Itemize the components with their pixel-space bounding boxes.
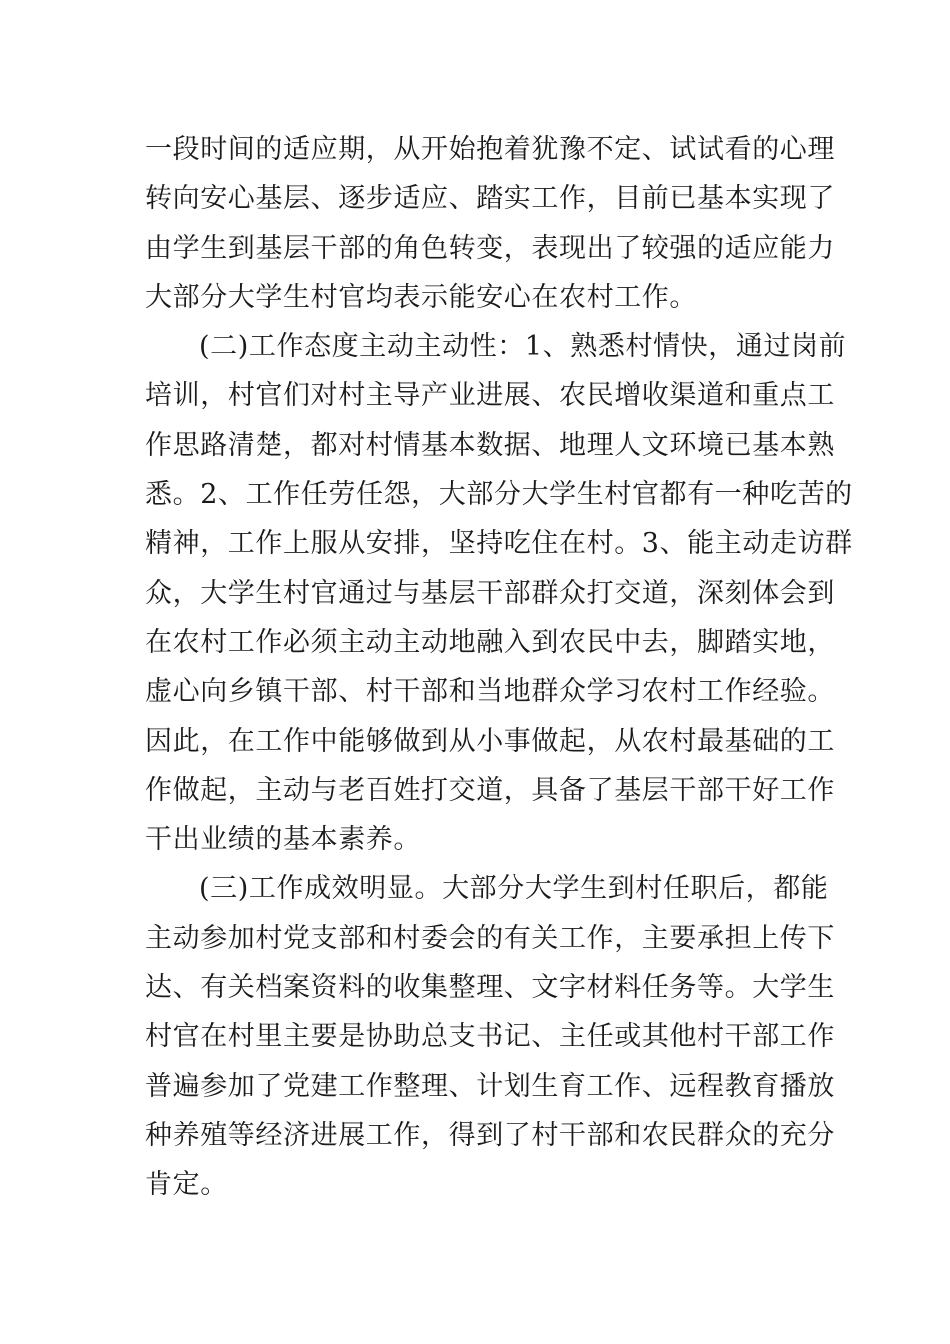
text-line: (三)工作成效明显。大部分大学生到村任职后，都能 [199,873,829,905]
document-body [145,125,853,1210]
paragraph-work-attitude [145,322,853,864]
text-line: 干出业绩的基本素养。 [145,824,421,856]
text-line: 培训，村官们对村主导产业进展、农民增收渠道和重点工 [145,380,835,412]
text-line: 种养殖等经济进展工作，得到了村干部和农民群众的充分 [145,1119,835,1151]
text-line: 作做起，主动与老百姓打交道，具备了基层干部干好工作 [145,774,835,806]
text-line: 达、有关档案资料的收集整理、文字材料任务等。大学生 [145,972,835,1004]
text-line: 普遍参加了党建工作整理、计划生育工作、远程教育播放 [145,1070,835,1102]
text-line: 众，大学生村官通过与基层干部群众打交道，深刻体会到 [145,577,835,609]
text-line: 作思路清楚，都对村情基本数据、地理人文环境已基本熟 [145,429,835,461]
text-line: 村官在村里主要是协助总支书记、主任或其他村干部工作 [145,1021,835,1053]
text-line: 因此，在工作中能够做到从小事做起，从农村最基础的工 [145,725,835,757]
text-line: 肯定。 [145,1169,228,1201]
text-line: 大部分大学生村官均表示能安心在农村工作。 [145,281,697,313]
text-line: 主动参加村党支部和村委会的有关工作，主要承担上传下 [145,922,835,954]
text-line: 一段时间的适应期，从开始抱着犹豫不定、试试看的心理 [145,134,835,165]
text-line: 在农村工作必须主动主动地融入到农民中去，脚踏实地， [145,626,835,658]
paragraph-adaptation-period [145,125,835,322]
paragraph-work-results [145,864,835,1209]
text-line: 虚心向乡镇干部、村干部和当地群众学习农村工作经验。 [145,676,835,708]
text-line: 由学生到基层干部的角色转变，表现出了较强的适应能力 [145,232,835,264]
text-line: (二)工作态度主动主动性：1、熟悉村情快，通过岗前 [199,331,847,363]
text-line: 精神，工作上服从安排，坚持吃住在村。3、能主动走访群 [145,528,853,560]
text-line: 悉。2、工作任劳任怨，大部分大学生村官都有一种吃苦的 [145,479,853,511]
text-line: 转向安心基层、逐步适应、踏实工作，目前已基本实现了 [145,183,835,215]
